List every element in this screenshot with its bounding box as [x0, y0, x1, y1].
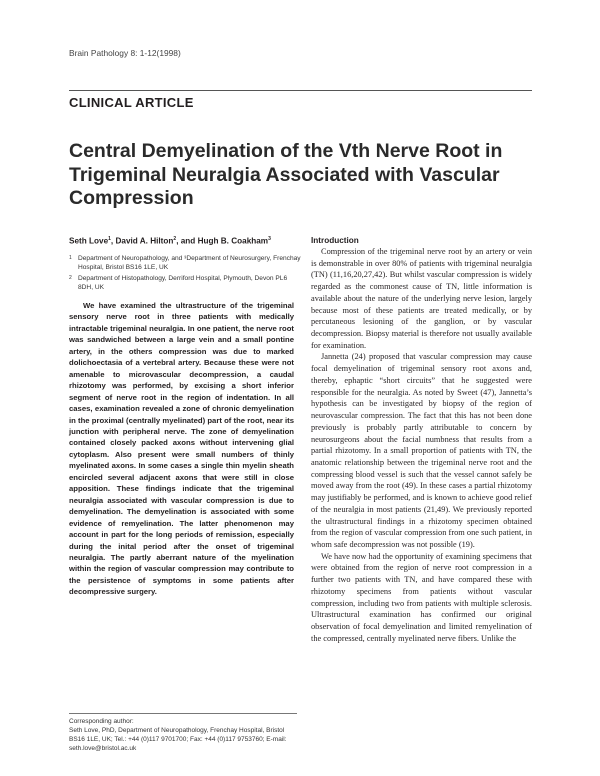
paragraph: We have now had the opportunity of examining specimens that were obtained from the region of nerve root compression in a further two patients with TN, and have compared these with rhizotomy specimens from patients without vascular compression, including two from patients with multiple sclerosis. Ultrastructural examination has confirmed our original observation of focal demyelination and limited remyelination of the compressed, centrally myelinated nerve fibers. Unlike the: [311, 551, 532, 643]
affiliation-1: [69, 254, 301, 272]
paragraph: Compression of the trigeminal nerve root by an artery or vein is demonstrable in over 80% of patients with trigeminal neuralgia (TN) (11,16,20,27,42). But whilst vascular compression is widely regarded as the commonest cause of TN, little information is available about the nature of the underlying nerve lesion, largely because most of these patients are treated medically, or by percutaneous lesioning of the ganglion, or by vascular decompression. Biopsy material is therefore not usually available for examination.: [311, 247, 532, 350]
affiliation-text: Department of Neuropathology, and ³Department of Neurosurgery, Frenchay Hospital, Bristol BS16 1LE, UK: [78, 255, 301, 272]
author-name: , David A. Hilton: [110, 236, 174, 246]
title-line: Compression: [69, 187, 194, 209]
affiliation-number: 2: [69, 275, 72, 281]
affiliation-text: Department of Histopathology, Derriford Hospital, Plymouth, Devon PL6 8DH, UK: [78, 275, 288, 292]
affiliation-marker: 3: [268, 236, 271, 242]
footnote-rule: [69, 713, 297, 714]
paragraph: Jannetta (24) proposed that vascular compression may cause focal demyelination of trigeminal sensory root axons and, thereby, ephaptic “short circuits” that he suggested were responsible for the neuralgia. As noted by Sweet (47), Jannetta’s hypothesis can be investigated by biopsy of the region of neurovascular compression. The fact that this has not been done previously is probably partly attributable to concern by neurosurgeons about the facial numbness that results from a partial rhizotomy. In a small proportion of patients with TN, the anatomic relationship between the trigeminal nerve root and the compressing blood vessel is such that the vessel cannot safely be moved away from the root (49). In these cases a partial rhizotomy may justifiably be performed, and is known to achieve good relief of the neuralgia in most patients (21,49). We previously reported the ultrastructural findings in a rhizotomy specimen obtained from the region of vascular compression from one such patient, in whom safe decompression was not possible (19).: [311, 352, 532, 549]
abstract: We have examined the ultrastructure of the trigeminal sensory nerve root in three patients with medically intractable trigeminal neuralgia. In one patient, the nerve root was sandwiched between a large vein and a small pontine artery, in the others compression was due to marked dolichoectasia of a vertebral artery. Because these were not amenable to microvascular decompression, a caudal rhizotomy was performed, by excising a short inferior segment of nerve root in the region of indentation. In all cases, examination revealed a zone of chronic demyelination in the proximal (centrally myelinated) part of the root, near its junction with peripheral nerve. The zone of demyelination contained closely packed axons without intervening glial cytoplasm. Also present were small numbers of thinly myelinated axons. In some cases a single thin myelin sheath encircled several adjacent axons that were still in close apposition. These findings indicate that the trigeminal neuralgia associated with vascular compression is due to demyelination. The demyelination is associated with some evidence of remyelination. The latter phenomenon may account in part for the long periods of remission, especially during the inital period after the onset of trigeminal neuralgia. The partly aberrant nature of the myelination within the region of vascular compression may contribute to the persistence of symptoms in some patients after decompressive surgery.: [69, 301, 294, 597]
journal-citation: Brain Pathology 8: 1-12(1998): [69, 48, 181, 58]
introduction-body: [311, 246, 532, 644]
affiliation-marker: 2: [173, 236, 177, 242]
affiliation-marker: 1: [108, 236, 111, 242]
author-name: Seth Love: [69, 236, 109, 246]
title-line: Trigeminal Neuralgia Associated with Vascular: [69, 163, 500, 186]
correspondence-text: Seth Love, PhD, Department of Neuropathology, Frenchay Hospital, Bristol BS16 1LE, UK; Tel.: +44 (0)117 9701700; Fax: +44 (0)117 9753760; E-mail: seth.love@bristol.ac.uk: [69, 727, 287, 752]
introduction-heading: Introduction: [311, 236, 359, 245]
article-title: [69, 140, 549, 211]
section-label: CLINICAL ARTICLE: [69, 95, 194, 110]
affiliation-number: 1: [69, 255, 72, 261]
affiliation-2: [69, 274, 301, 292]
header-rule: [69, 90, 532, 91]
correspondence-note: [69, 717, 299, 753]
author-name: , and Hugh B. Coakham: [176, 236, 269, 246]
correspondence-label: Corresponding author:: [69, 718, 134, 725]
author-list: [69, 236, 271, 246]
title-line: Central Demyelination of the Vth Nerve Root in: [69, 140, 503, 162]
